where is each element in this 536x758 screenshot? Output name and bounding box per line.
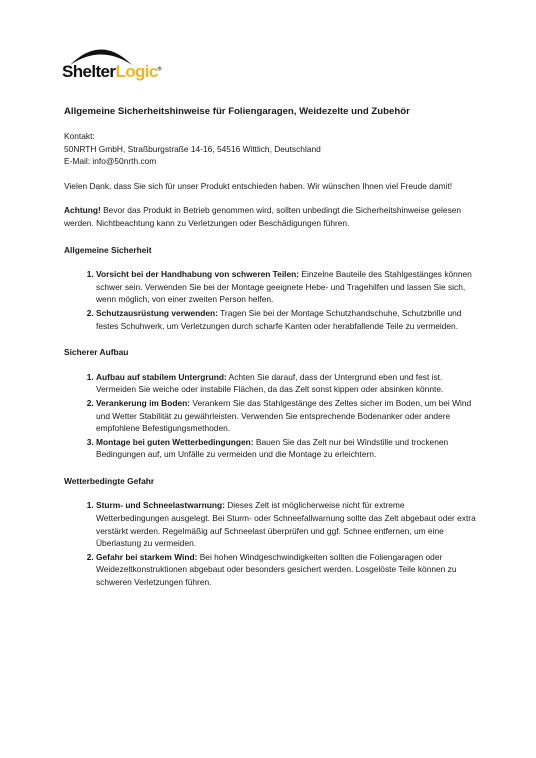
list-item-text: Dieses Zelt ist möglicherweise nicht für extreme Wetterbedingungen ausgelegt. Bei Sturm- oder Schneefallwarnung sollte das Zelt abgebaut oder extra verstärkt werden. Regelmäßig auf Schneelast überprüfen und ggf. Schnee entfernen, um eine Überlastung zu vermeiden. <box>96 500 476 549</box>
shelterlogic-logo <box>62 40 161 86</box>
list-item-head: Verankerung im Boden: <box>96 397 191 408</box>
contact-email: E-Mail: info@50nrth.com <box>64 156 157 167</box>
logo-wordmark: ShelterLogic® <box>62 62 161 81</box>
list-item-head: Sturm- und Schneelastwarnung: <box>96 500 225 511</box>
section-title: Sicherer Aufbau <box>64 347 129 358</box>
list-item <box>96 551 476 589</box>
contact-address: 50NRTH GmbH, Straßburgstraße 14-16, 54516 Wittlich, Deutschland <box>64 143 321 154</box>
list-item-text: Verankern Sie das Stahlgestänge des Zeltes sicher im Boden, um bei Wind und Wetter Stabilität zu gewährleisten. Verwenden Sie entsprechende Bodenanker oder andere empfohlene Befestigungsmethoden. <box>96 397 472 434</box>
list-item <box>96 307 476 332</box>
contact-label: Kontakt: <box>64 131 95 141</box>
list-item-head: Montage bei guten Wetterbedingungen: <box>96 436 254 447</box>
warning-lead: Achtung! <box>64 205 101 216</box>
section-list <box>64 499 476 588</box>
list-item <box>96 499 476 549</box>
section-list <box>64 268 476 332</box>
document-body <box>64 106 476 590</box>
list-item-head: Aufbau auf stabilem Untergrund: <box>96 371 227 382</box>
list-item <box>96 268 476 306</box>
list-item-text: Einzelne Bauteile des Stahlgestänges können schwer sein. Verwenden Sie bei der Montage geeignete Hebe- und Tragehilfen und lassen Sie sich, wenn möglich, von einer zweiten Person helfen. <box>96 269 472 305</box>
list-item-head: Schutzausrüstung verwenden: <box>96 307 218 318</box>
list-item-text: Bauen Sie das Zelt nur bei Windstille und trockenen Bedingungen auf, um Unfälle zu vermeiden und die Montage zu erleichtern. <box>96 436 449 460</box>
list-item <box>96 397 476 435</box>
list-item-text: Achten Sie darauf, dass der Untergrund eben und fest ist. Vermeiden Sie weiche oder instabile Flächen, da das Zelt sonst kippen oder absinken könnte. <box>96 371 444 395</box>
warning-paragraph <box>64 204 476 229</box>
intro-paragraph: Vielen Dank, dass Sie sich für unser Produkt entschieden haben. Wir wünschen Ihnen viel Freude damit! <box>64 180 453 191</box>
document-title: Allgemeine Sicherheitshinweise für Foliengaragen, Weidezelte und Zubehör <box>64 106 410 117</box>
section-title: Wetterbedingte Gefahr <box>64 475 155 486</box>
list-item <box>96 371 476 396</box>
warning-text: Bevor das Produkt in Betrieb genommen wird, sollten unbedingt die Sicherheitshinweise gelesen werden. Nichtbeachtung kann zu Verletzungen oder Beschädigungen führen. <box>64 205 462 228</box>
list-item-head: Vorsicht bei der Handhabung von schweren Teilen: <box>96 269 300 280</box>
list-item-text: Bei hohen Windgeschwindigkeiten sollten die Foliengaragen oder Weidezeltkonstruktionen abgebaut oder besonders gesichert werden. Losgelöste Teile können zu schweren Verletzungen führen. <box>96 551 457 588</box>
list-item-text: Tragen Sie bei der Montage Schutzhandschuhe, Schutzbrille und festes Schuhwerk, um Verletzungen durch scharfe Kanten oder herabfallende Teile zu vermeiden. <box>96 307 462 331</box>
list-item-head: Gefahr bei starkem Wind: <box>96 551 198 562</box>
list-item <box>96 436 476 461</box>
section-list <box>64 371 476 461</box>
section-title: Allgemeine Sicherheit <box>64 244 152 255</box>
contact-block <box>64 130 476 168</box>
